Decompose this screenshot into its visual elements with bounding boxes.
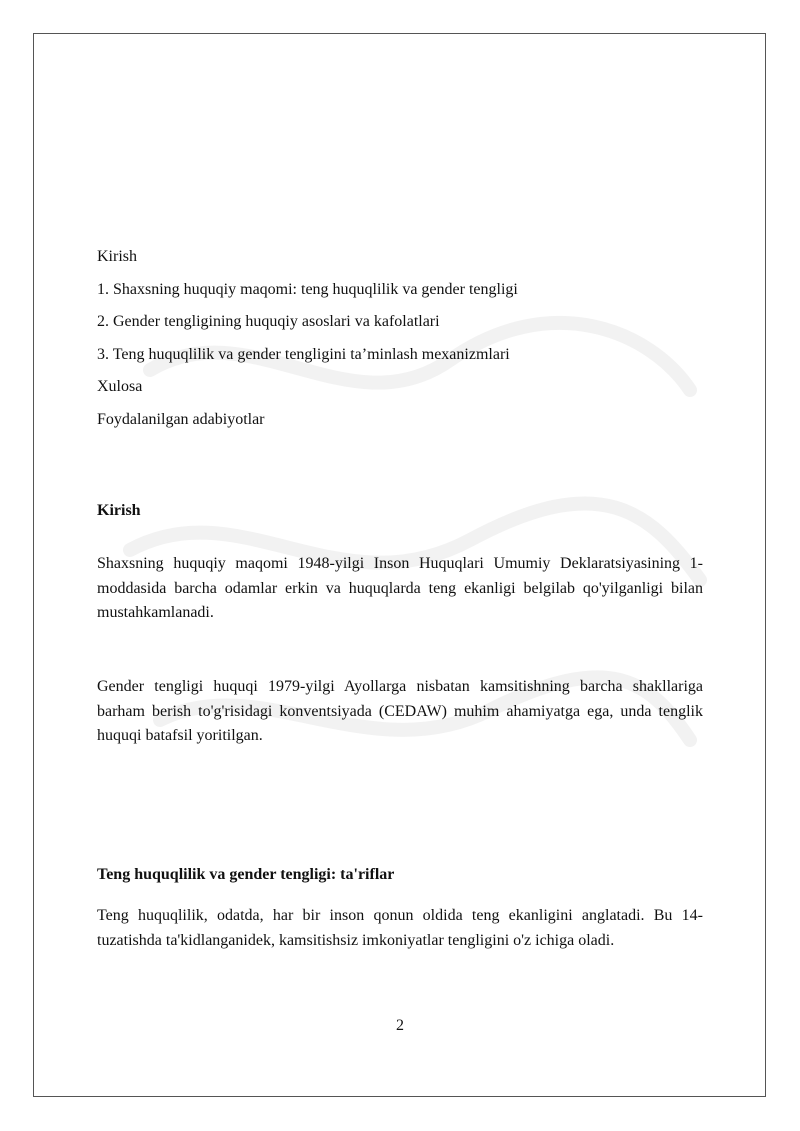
- intro-heading: Kirish: [97, 502, 141, 519]
- toc-item-conclusion: Xulosa: [97, 378, 143, 395]
- toc-item-chapter-3: 3. Teng huquqlilik va gender tengligini ta’minlash mexanizmlari: [97, 345, 510, 363]
- toc-item-references: Foydalanilgan adabiyotlar: [97, 410, 265, 428]
- toc-item-chapter-2: 2. Gender tengligining huquqiy asoslari va kafolatlari: [97, 313, 440, 330]
- intro-paragraph-2: Gender tengligi huquqi 1979-yilgi Ayollarga nisbatan kamsitishning barcha shakllariga barham berish to'g'risidagi konventsiyada (CEDAW) muhim ahamiyatga ega, unda tenglik huquqi batafsil yoritilgan.: [97, 678, 703, 744]
- table-of-contents: [97, 241, 707, 436]
- toc-item-intro: Kirish: [97, 248, 137, 265]
- toc-item-chapter-1: 1. Shaxsning huquqiy maqomi: teng huquqlilik va gender tengligi: [97, 280, 518, 298]
- page-number: 2: [396, 1017, 404, 1034]
- intro-paragraph-1: Shaxsning huquqiy maqomi 1948-yilgi Inson Huquqlari Umumiy Deklaratsiyasining 1-moddasida barcha odamlar erkin va huquqlarda teng ekanligi belgilab qo'yilganligi bilan mustahkamlanadi.: [97, 555, 703, 621]
- definitions-paragraph-1: Teng huquqlilik, odatda, har bir inson qonun oldida teng ekanligini anglatadi. Bu 14- tuzatishda ta'kidlanganidek, kamsitishsiz imkoniyatlar tengligini o'z ichiga oladi.: [97, 907, 703, 949]
- definitions-heading: Teng huquqlilik va gender tengligi: ta'riflar: [97, 866, 395, 883]
